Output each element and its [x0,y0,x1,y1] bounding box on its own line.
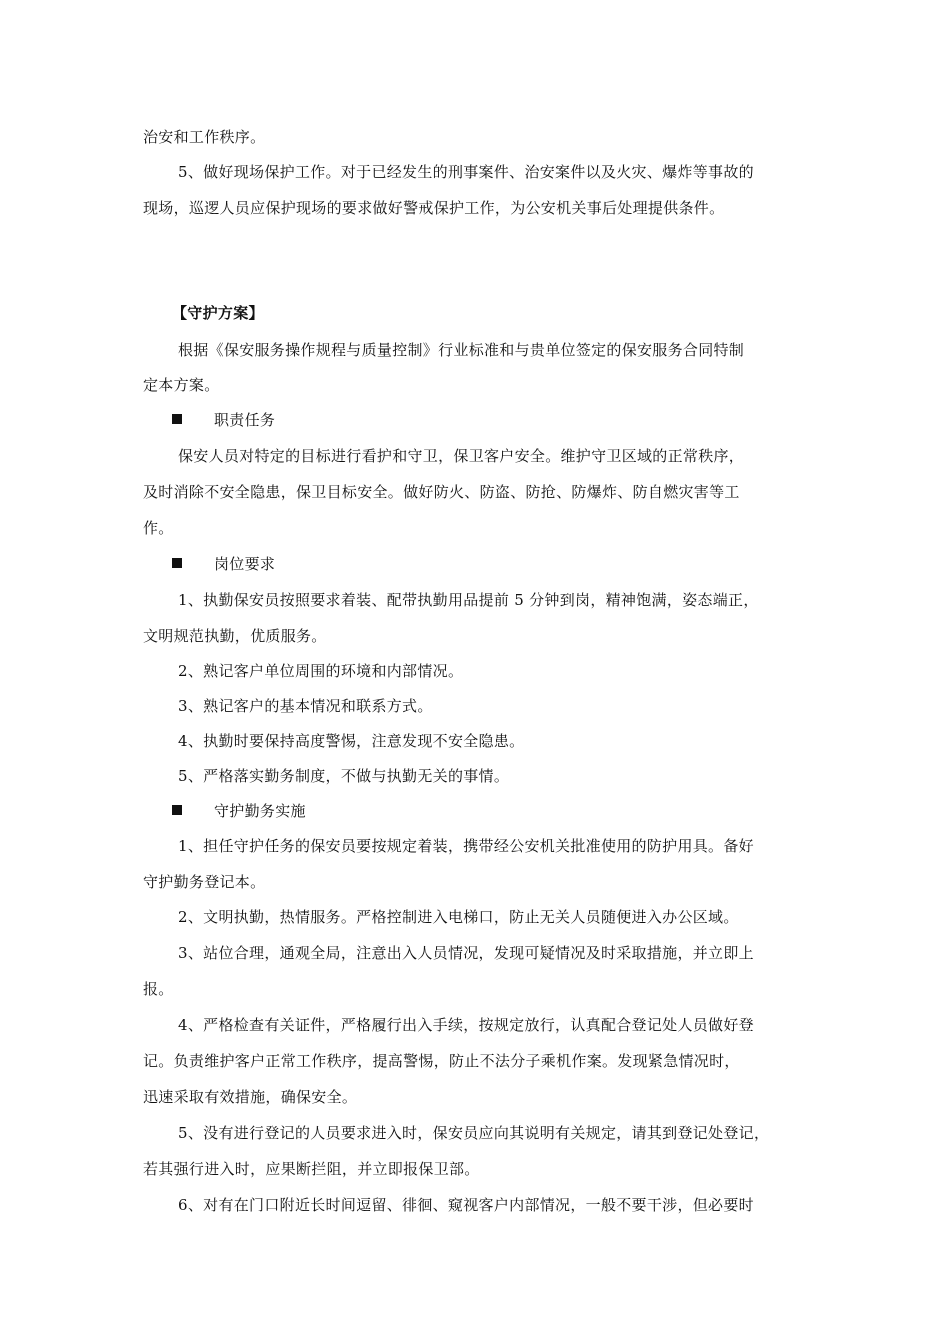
text-line: 及时消除不安全隐患，保卫目标安全。做好防火、防盗、防抢、防爆炸、防自燃灾害等工 [143,483,740,501]
text-line: 保安人员对特定的目标进行看护和守卫，保卫客户安全。维护守卫区域的正常秩序， [178,447,745,465]
text-line: 报。 [143,980,174,998]
section-heading: 【守护方案】 [172,304,264,322]
text-line: 文明规范执勤，优质服务。 [143,627,327,645]
square-bullet-icon [172,558,182,568]
text-line: 2、文明执勤，热情服务。严格控制进入电梯口，防止无关人员随便进入办公区域。 [178,908,739,926]
text-line: 1、担任守护任务的保安员要按规定着装，携带经公安机关批准使用的防护用具。备好 [178,837,754,855]
bullet-label: 守护勤务实施 [214,802,306,820]
text-line: 5、严格落实勤务制度，不做与执勤无关的事情。 [178,767,510,785]
bullet-label: 职责任务 [214,411,276,429]
text-line: 6、对有在门口附近长时间逗留、徘徊、窥视客户内部情况，一般不要干涉，但必要时 [178,1196,754,1214]
bullet-item [172,409,275,430]
text-line: 4、严格检查有关证件，严格履行出入手续，按规定放行，认真配合登记处人员做好登 [178,1016,754,1034]
text-line: 记。负责维护客户正常工作秩序，提高警惕，防止不法分子乘机作案。发现紧急情况时， [143,1052,740,1070]
text-line: 3、熟记客户的基本情况和联系方式。 [178,697,433,715]
text-line: 4、执勤时要保持高度警惕，注意发现不安全隐患。 [178,732,525,750]
text-line: 迅速采取有效措施，确保安全。 [143,1088,358,1106]
text-line: 现场，巡逻人员应保护现场的要求做好警戒保护工作，为公安机关事后处理提供条件。 [143,199,725,217]
text-line: 1、执勤保安员按照要求着装、配带执勤用品提前 5 分钟到岗，精神饱满，姿态端正， [178,591,759,609]
text-line: 若其强行进入时，应果断拦阻，并立即报保卫部。 [143,1160,480,1178]
text-line: 根据《保安服务操作规程与质量控制》行业标准和与贵单位签定的保安服务合同特制 [178,341,745,359]
text-line: 定本方案。 [143,376,220,394]
text-line: 作。 [143,519,174,537]
text-line: 治安和工作秩序。 [143,128,266,146]
text-line: 2、熟记客户单位周围的环境和内部情况。 [178,662,464,680]
bullet-item [172,553,275,574]
text-line: 守护勤务登记本。 [143,873,266,891]
square-bullet-icon [172,414,182,424]
square-bullet-icon [172,805,182,815]
text-line: 5、做好现场保护工作。对于已经发生的刑事案件、治安案件以及火灾、爆炸等事故的 [178,163,754,181]
bullet-item [172,800,306,821]
text-line: 5、没有进行登记的人员要求进入时，保安员应向其说明有关规定，请其到登记处登记， [178,1124,770,1142]
text-line: 3、站位合理，通观全局，注意出入人员情况，发现可疑情况及时采取措施，并立即上 [178,944,754,962]
bullet-label: 岗位要求 [214,555,276,573]
